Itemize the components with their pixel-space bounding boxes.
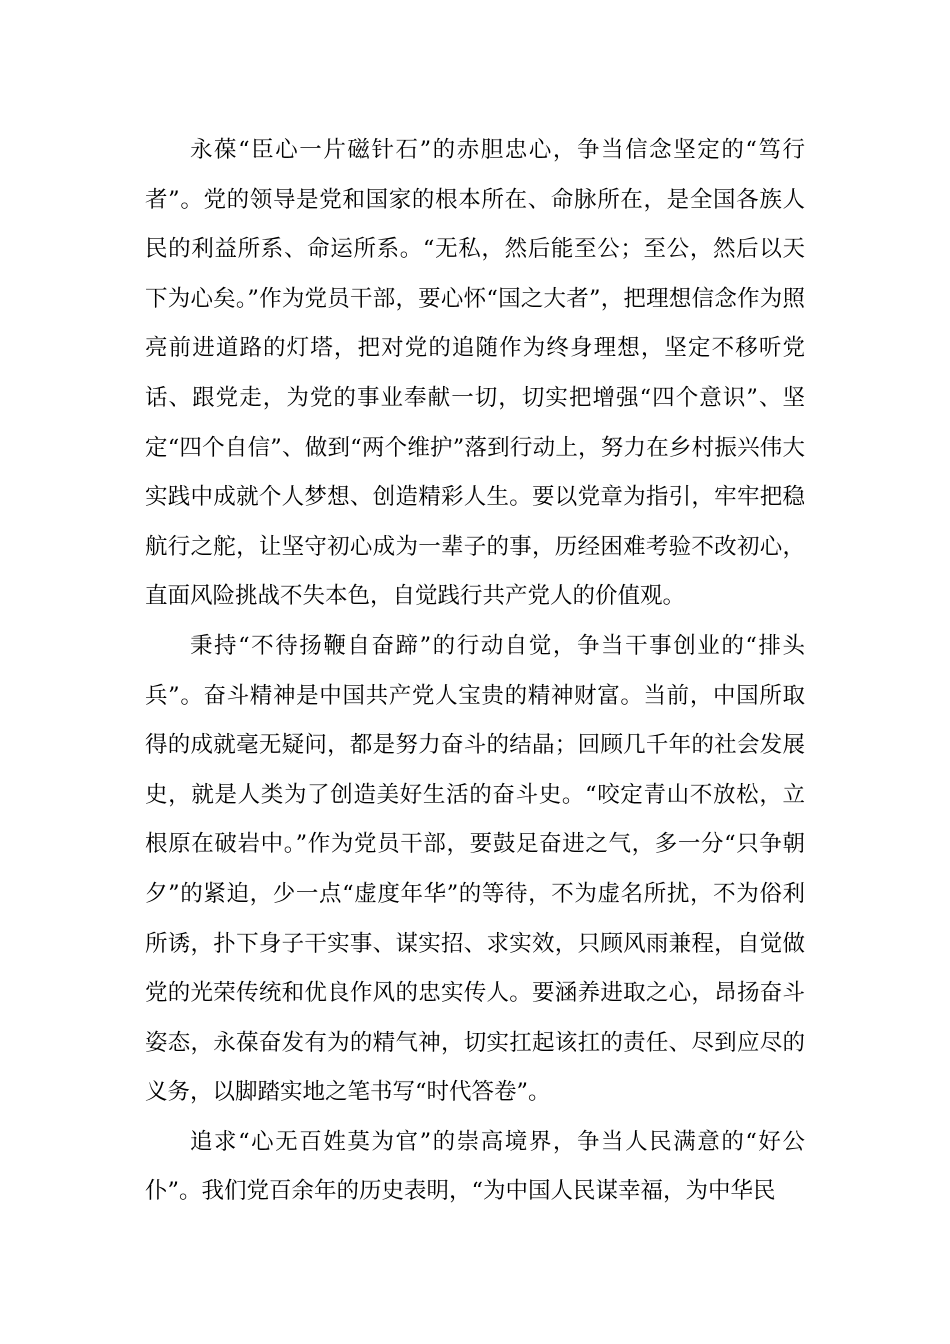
paragraph-1: 永葆“臣心一片磁针石”的赤胆忠心，争当信念坚定的“笃行者”。党的领导是党和国家的根本所在、命脉所在，是全国各族人民的利益所系、命运所系。“无私，然后能至公；至公，然后以天下为心矣。”作为党员干部，要心怀“国之大者”，把理想信念作为照亮前进道路的灯塔，把对党的追随作为终身理想，坚定不移听党话、跟党走，为党的事业奉献一切，切实把增强“四个意识”、坚定“四个自信”、做到“两个维护”落到行动上，努力在乡村振兴伟大实践中成就个人梦想、创造精彩人生。要以党章为指引，牢牢把稳航行之舵，让坚守初心成为一辈子的事，历经困难考验不改初心，直面风险挑战不失本色，自觉践行共产党人的价值观。 [145,137,805,610]
paragraph-2: 秉持“不待扬鞭自奋蹄”的行动自觉，争当干事创业的“排头兵”。奋斗精神是中国共产党人宝贵的精神财富。当前，中国所取得的成就毫无疑问，都是努力奋斗的结晶；回顾几千年的社会发展史，就是人类为了创造美好生活的奋斗史。“咬定青山不放松，立根原在破岩中。”作为党员干部，要鼓足奋进之气，多一分“只争朝夕”的紧迫，少一点“虚度年华”的等待，不为虚名所扰，不为俗利所诱，扑下身子干实事、谋实招、求实效，只顾风雨兼程，自觉做党的光荣传统和优良作风的忠实传人。要涵养进取之心，昂扬奋斗姿态，永葆奋发有为的精气神，切实扛起该扛的责任、尽到应尽的义务，以脚踏实地之笔书写“时代答卷”。 [145,632,805,1106]
body-text [145,126,805,1217]
paragraph-3: 追求“心无百姓莫为官”的崇高境界，争当人民满意的“好公仆”。我们党百余年的历史表明，“为中国人民谋幸福，为中华民 [145,1128,805,1205]
